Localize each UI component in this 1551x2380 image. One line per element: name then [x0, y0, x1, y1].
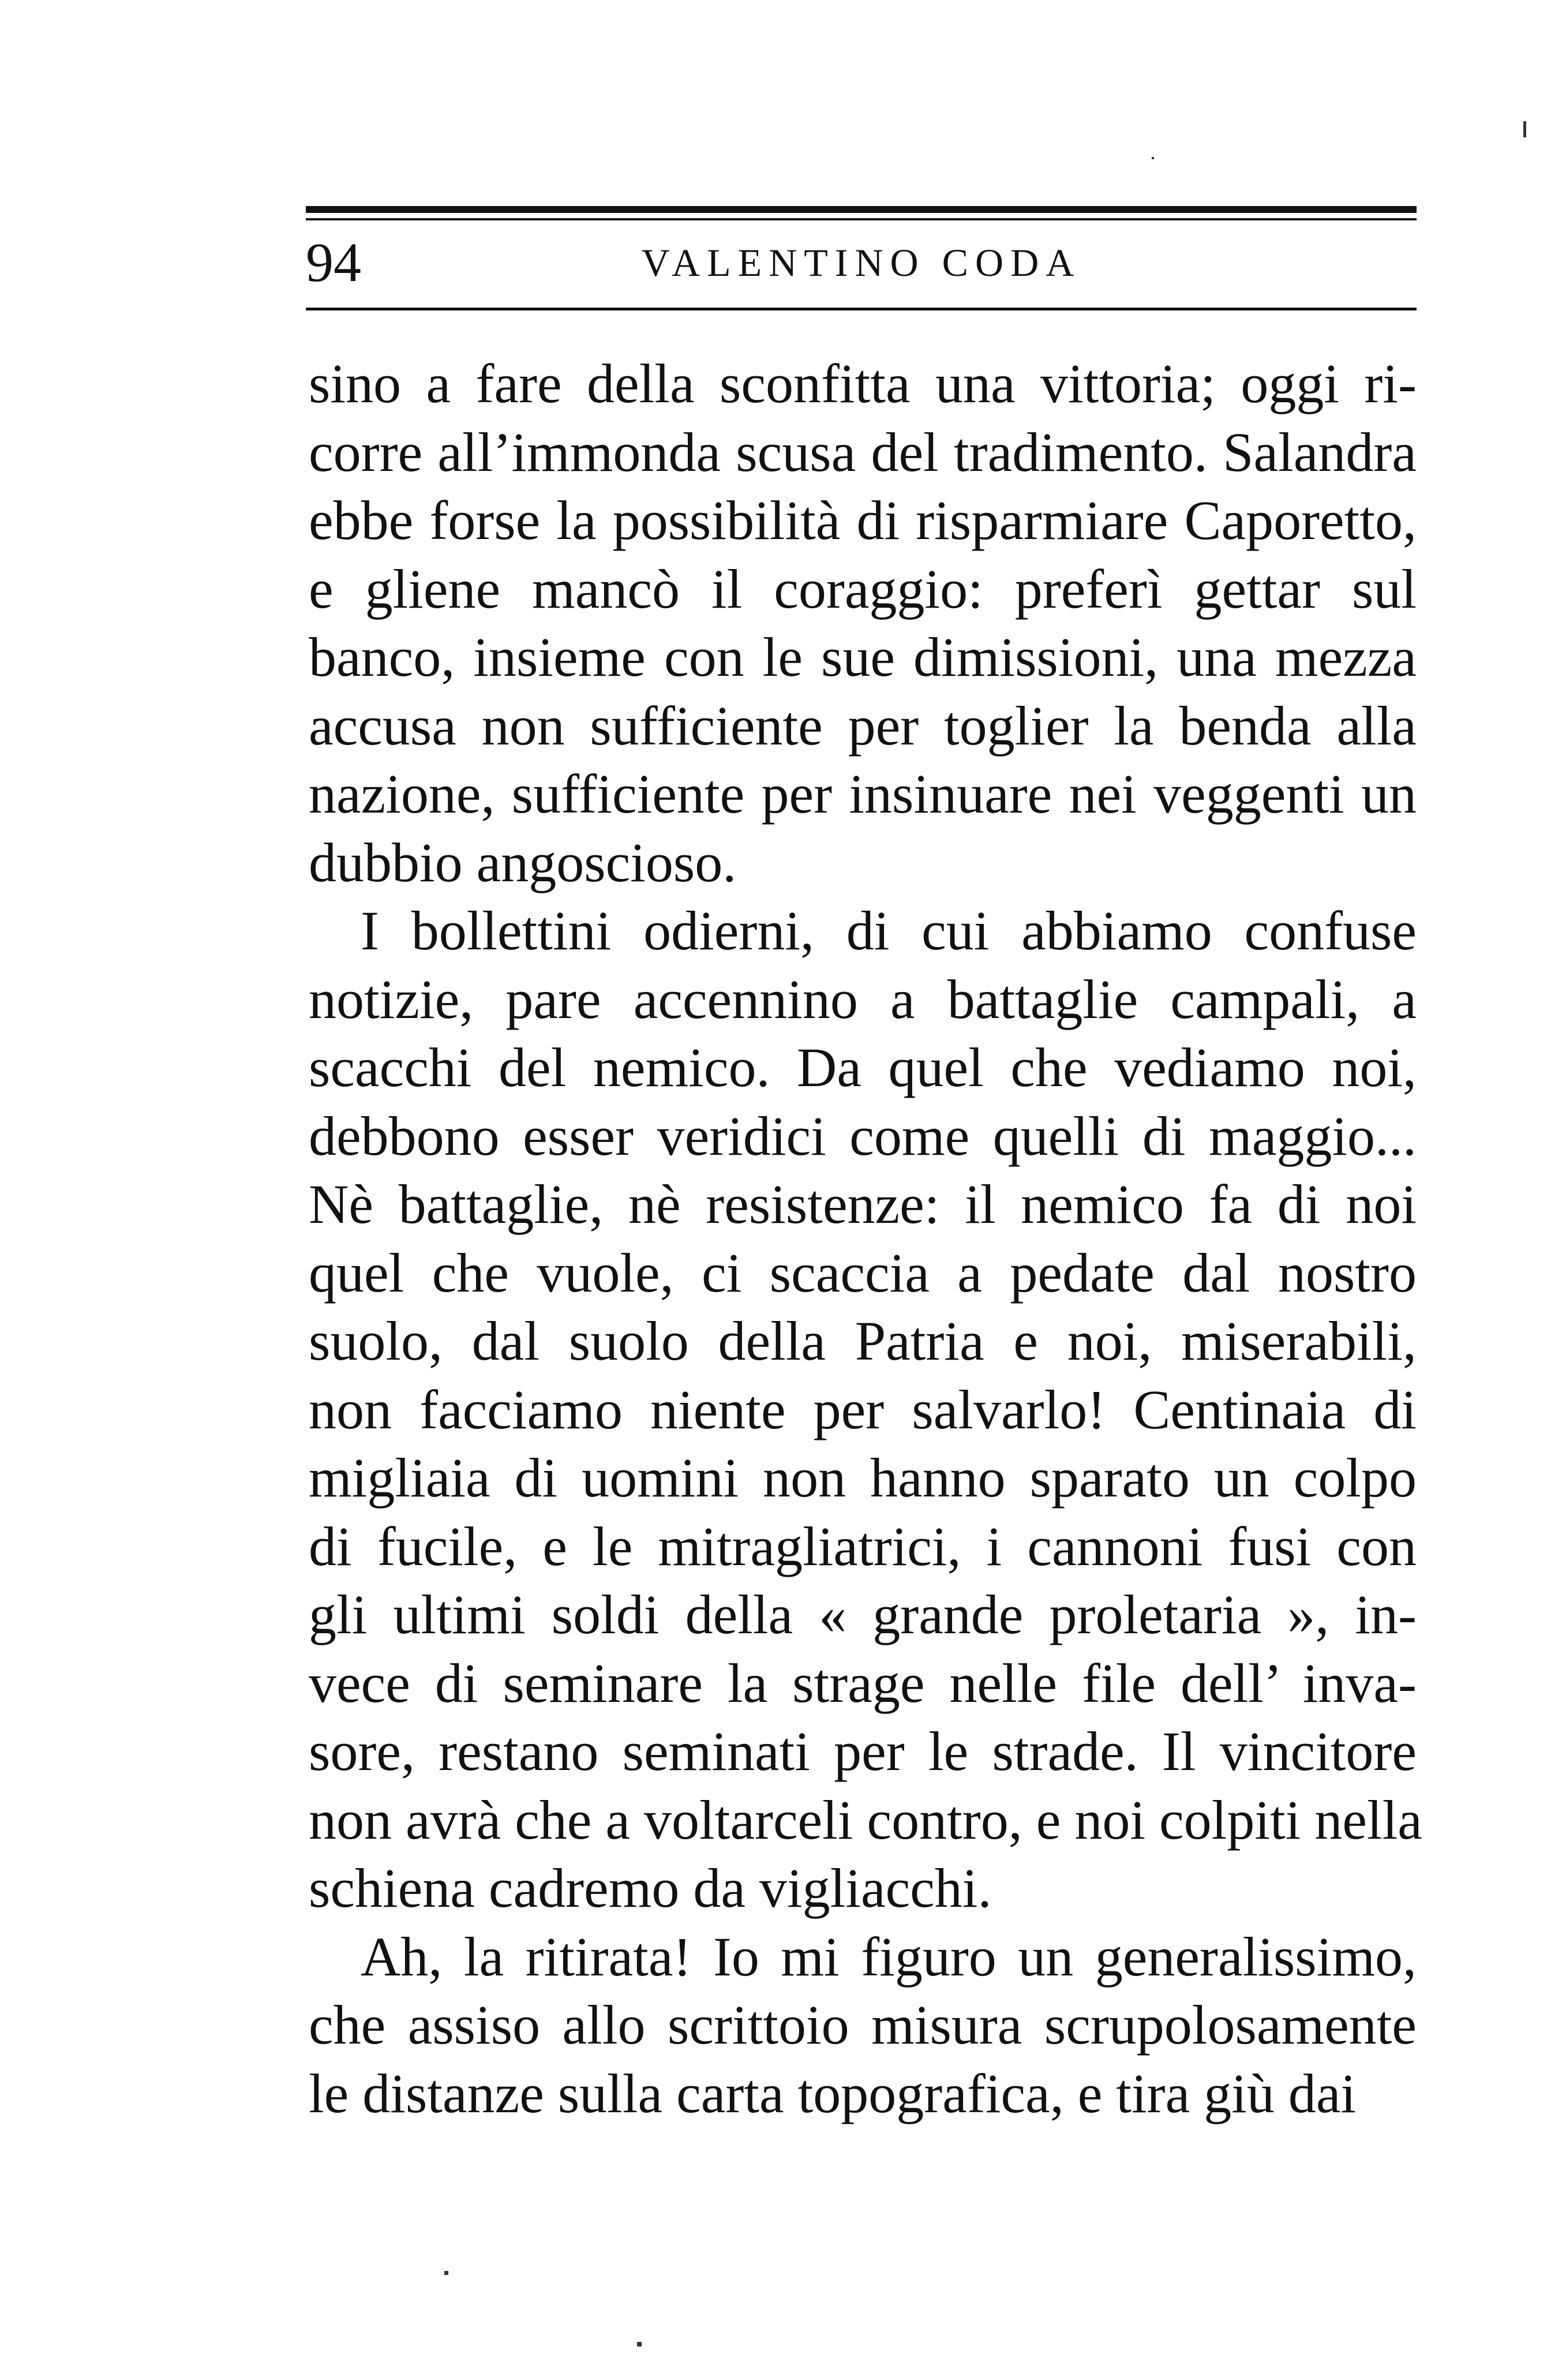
text-line: Nè battaglie, nè resistenze: il nemico fa di noi	[309, 1173, 1417, 1235]
text-line: quel che vuole, ci scaccia a pedate dal nostro	[309, 1241, 1417, 1304]
header-top-rule-thin	[306, 218, 1417, 220]
text-line: debbono esser veridici come quelli di maggio...	[309, 1105, 1417, 1167]
page-number: 94	[306, 231, 361, 293]
print-speck	[637, 2342, 642, 2347]
running-title: VALENTINO CODA	[641, 241, 1081, 285]
header-bottom-rule	[306, 308, 1417, 310]
text-line: migliaia di uomini non hanno sparato un colpo	[309, 1447, 1417, 1509]
print-speck	[1152, 157, 1154, 159]
paragraph	[309, 350, 1417, 897]
print-speck	[1523, 121, 1526, 137]
text-line: schiena cadremo da vigliacchi.	[309, 1857, 992, 1919]
text-line: Ah, la ritirata! Io mi figuro un generalissimo,	[361, 1925, 1417, 1988]
body-text	[309, 350, 1422, 2128]
text-line: sore, restano seminati per le strade. Il vincitore	[309, 1720, 1417, 1782]
print-speck	[444, 2271, 448, 2275]
text-line: dubbio angoscioso.	[309, 831, 737, 893]
text-line: che assiso allo scrittoio misura scrupolosamente	[309, 1994, 1417, 2056]
text-line: sino a fare della sconfitta una vittoria; oggi ri-	[309, 353, 1417, 414]
text-line: I bollettini odierni, di cui abbiamo confuse	[361, 900, 1417, 961]
running-header	[306, 231, 1417, 294]
text-line: di fucile, e le mitragliatrici, i cannoni fusi con	[309, 1515, 1417, 1577]
text-line: suolo, dal suolo della Patria e noi, miserabili,	[309, 1310, 1417, 1372]
text-line: corre all’immonda scusa del tradimento. Salandra	[309, 421, 1417, 483]
text-line: gli ultimi soldi della « grande proletaria », in-	[309, 1584, 1417, 1645]
text-line: ebbe forse la possibilità di risparmiare Caporetto,	[309, 489, 1417, 551]
header-top-rule	[306, 206, 1417, 213]
text-line: banco, insieme con le sue dimissioni, una mezza	[309, 626, 1417, 688]
paragraph	[309, 897, 1422, 1923]
text-line: non avrà che a voltarceli contro, e noi colpiti nella	[309, 1788, 1422, 1851]
text-line: notizie, pare accennino a battaglie campali, a	[309, 968, 1417, 1030]
text-line: vece di seminare la strage nelle file dell’ inva-	[309, 1652, 1417, 1714]
text-line: e gliene mancò il coraggio: preferì gettar sul	[309, 557, 1417, 620]
text-line: non facciamo niente per salvarlo! Centinaia di	[309, 1378, 1417, 1440]
text-line: accusa non sufficiente per toglier la benda alla	[309, 694, 1417, 757]
paragraph	[309, 1923, 1417, 2128]
text-line: le distanze sulla carta topografica, e tira giù dai	[309, 2062, 1357, 2124]
text-line: nazione, sufficiente per insinuare nei veggenti un	[309, 763, 1417, 825]
text-line: scacchi del nemico. Da quel che vediamo noi,	[309, 1036, 1417, 1098]
